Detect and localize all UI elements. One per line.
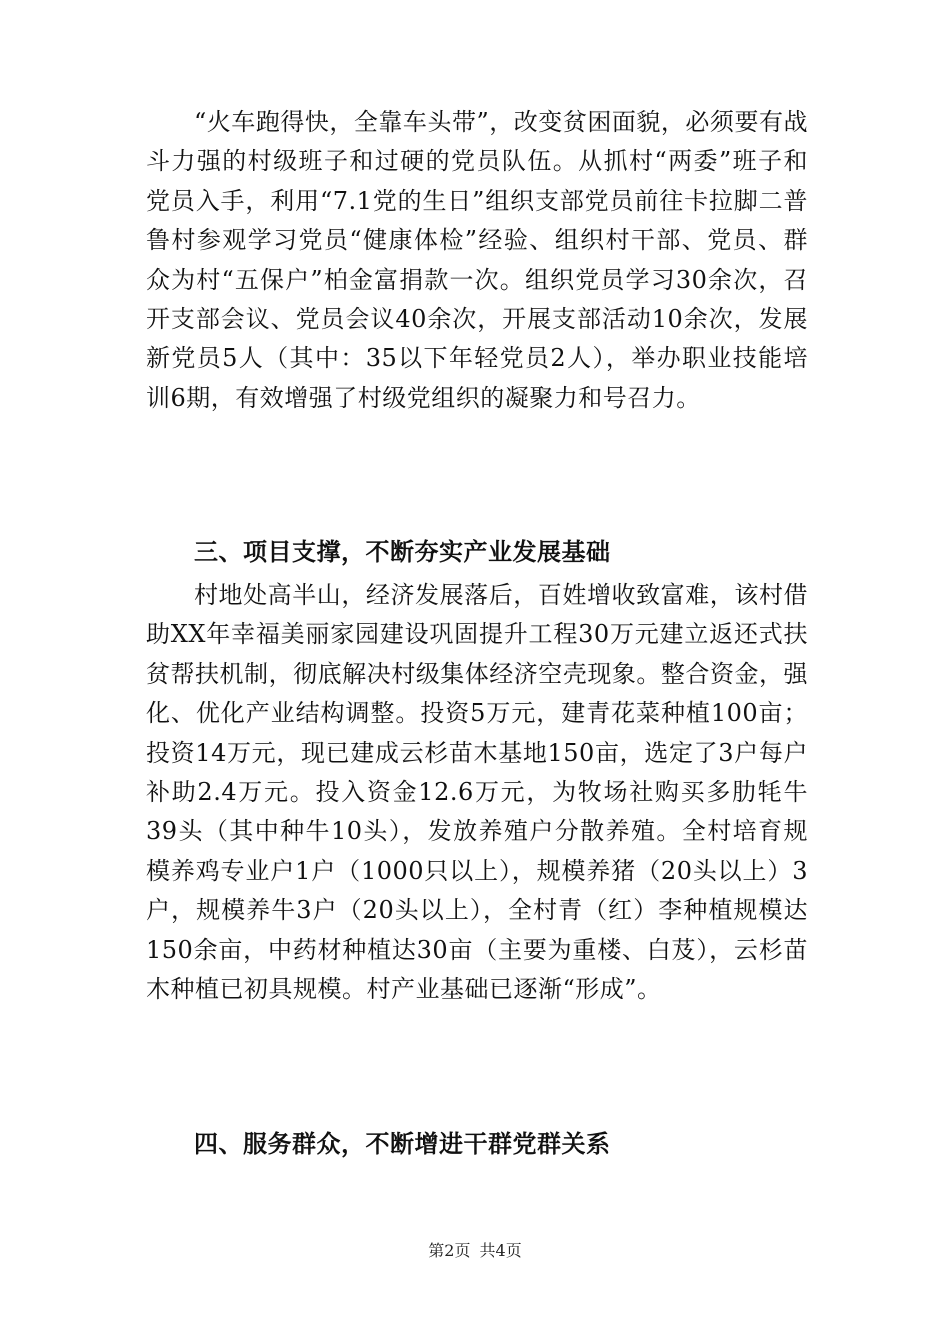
paragraph-party-team-building: “火车跑得快，全靠车头带”，改变贫困面貌，必须要有战斗力强的村级班子和过硬的党员队伍。从抓村“两委”班子和党员入手，利用“7.1党的生日”组织支部党员前往卡拉脚二普鲁村参观学习党员“健康体检”经验、组织村干部、党员、群众为村“五保户”柏金富捐款一次。组织党员学习30余次，召开支部会议、党员会议40余次，开展支部活动10余次，发展新党员5人（其中：35以下年轻党员2人），举办职业技能培训6期，有效增强了村级党组织的凝聚力和号召力。 <box>146 108 808 412</box>
section-heading-project-support: 三、项目支撑，不断夯实产业发展基础 <box>194 538 611 566</box>
page-total: 共4页 <box>479 1241 522 1260</box>
paragraph-industry-development: 村地处高半山，经济发展落后，百姓增收致富难，该村借助XX年幸福美丽家园建设巩固提升工程30万元建立返还式扶贫帮扶机制，彻底解决村级集体经济空壳现象。整合资金，强化、优化产业结构调整。投资5万元，建青花菜种植100亩；投资14万元，现已建成云杉苗木基地150亩，选定了3户每户补助2.4万元。投入资金12.6万元，为牧场社购买多肋牦牛39头（其中种牛10头），发放养殖户分散养殖。全村培育规模养鸡专业户1户（1000只以上），规模养猪（20头以上）3户，规模养牛3户（20头以上），全村青（红）李种植规模达150余亩，中药材种植达30亩（主要为重楼、白芨），云杉苗木种植已初具规模。村产业基础已逐渐“形成”。 <box>146 581 808 1004</box>
page-number: 第2页 <box>428 1241 471 1260</box>
page-footer <box>0 1239 950 1263</box>
section-heading-serve-masses: 四、服务群众，不断增进干群党群关系 <box>194 1130 611 1158</box>
